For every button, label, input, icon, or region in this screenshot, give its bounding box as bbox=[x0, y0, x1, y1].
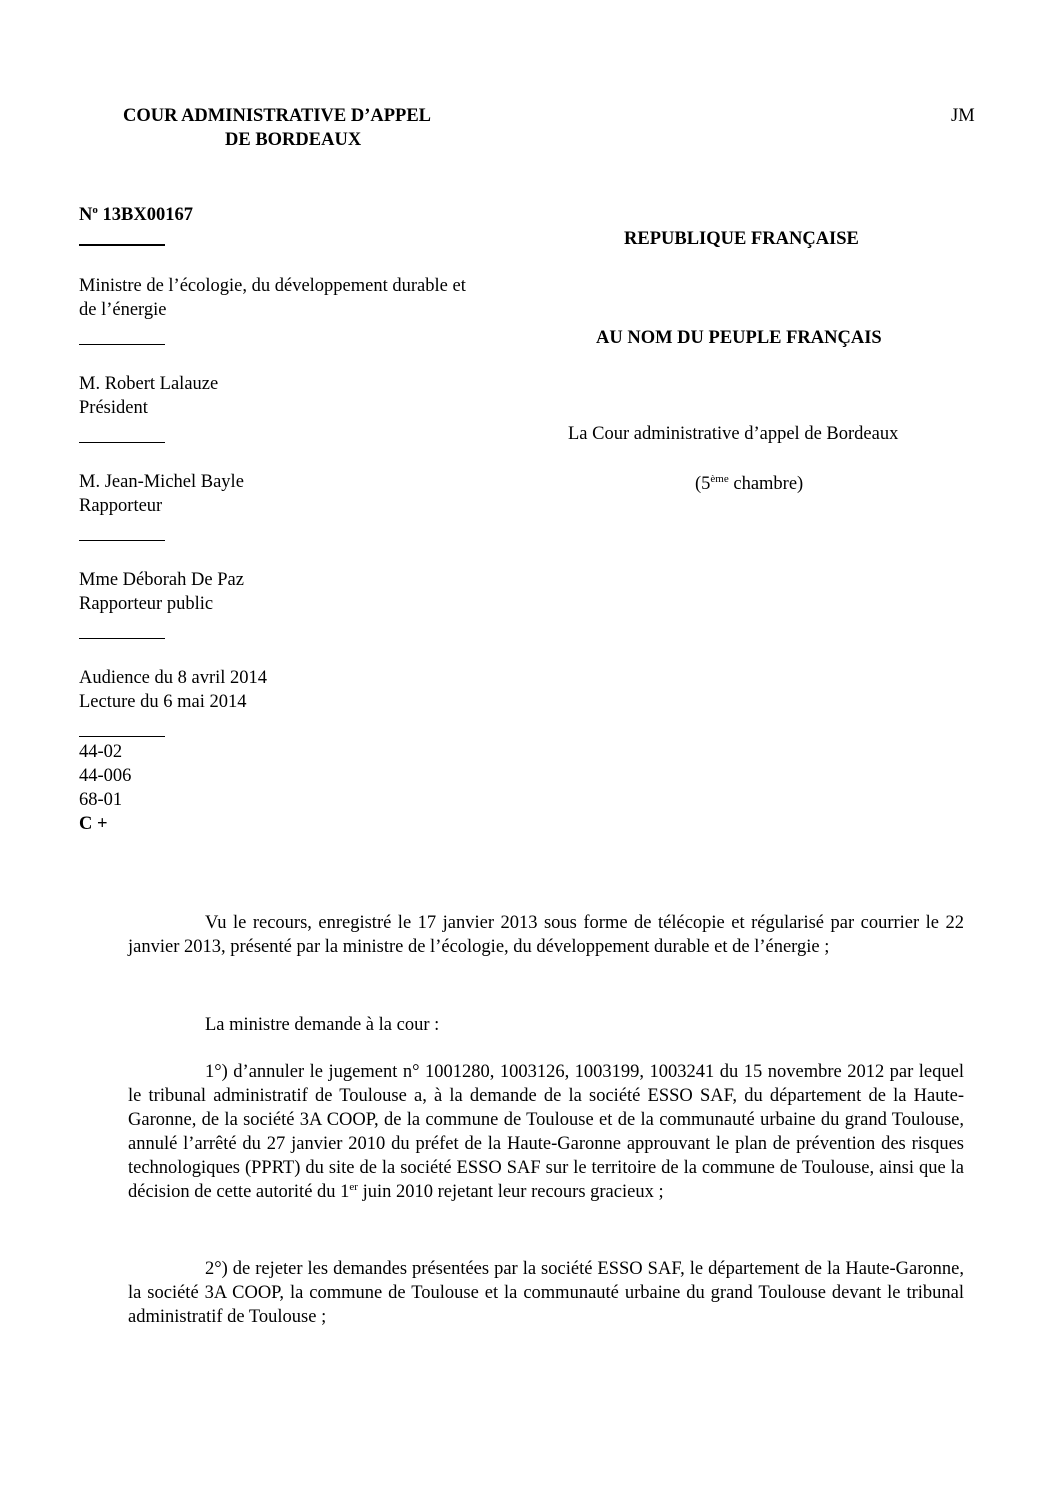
clerk-initials: JM bbox=[951, 106, 975, 126]
president-role: Président bbox=[79, 398, 148, 418]
body-paragraph: Vu le recours, enregistré le 17 janvier 2013 sous forme de télécopie et régularisé par courrier le 22 janvier 2013, présenté par la ministre de l’écologie, du développement durable et de l’énergie ; bbox=[128, 913, 964, 957]
hearing-date: Audience du 8 avril 2014 bbox=[79, 668, 268, 688]
party-minister-line1: Ministre de l’écologie, du développement durable et bbox=[79, 276, 466, 296]
divider bbox=[79, 442, 165, 443]
body-paragraph: 2°) de rejeter les demandes présentées par la société ESSO SAF, le département de la Haute-Garonne, la société 3A COOP, la commune de Toulouse et la communauté urbaine du grand Toulouse devant le tribunal administratif de Toulouse ; bbox=[128, 1259, 964, 1327]
chamber: (5ème chambre) bbox=[695, 472, 804, 494]
publication-code: C + bbox=[79, 814, 108, 834]
rapporteur-name: M. Jean-Michel Bayle bbox=[79, 472, 244, 492]
divider bbox=[79, 638, 165, 639]
body-paragraph: La ministre demande à la cour : bbox=[205, 1015, 440, 1035]
divider bbox=[79, 244, 165, 246]
divider bbox=[79, 736, 165, 737]
party-minister-line2: de l’énergie bbox=[79, 300, 167, 320]
court-name-line1: COUR ADMINISTRATIVE D’APPEL bbox=[123, 106, 432, 126]
divider bbox=[79, 540, 165, 541]
people-heading: AU NOM DU PEUPLE FRANÇAIS bbox=[596, 328, 882, 348]
president-name: M. Robert Lalauze bbox=[79, 374, 219, 394]
divider bbox=[79, 344, 165, 345]
public-rapporteur-role: Rapporteur public bbox=[79, 594, 214, 614]
reading-date: Lecture du 6 mai 2014 bbox=[79, 692, 247, 712]
body-paragraph: 1°) d’annuler le jugement n° 1001280, 1003126, 1003199, 1003241 du 15 novembre 2012 par lequel le tribunal administratif de Toulouse a, à la demande de la société ESSO SAF, du département de la Haute-Garonne, de la société 3A COOP, de la commune de Toulouse et de la communauté urbaine du grand Toulouse, annulé l’arrêté du 27 janvier 2010 du préfet de la Haute-Garonne approuvant le plan de prévention des risques technologiques (PPRT) du site de la société ESSO SAF sur le territoire de la commune de Toulouse, ainsi que la décision de cette autorité du 1er juin 2010 rejetant leur recours gracieux ; bbox=[128, 1062, 964, 1202]
public-rapporteur-name: Mme Déborah De Paz bbox=[79, 570, 244, 590]
court-formation: La Cour administrative d’appel de Bordeaux bbox=[568, 424, 899, 444]
classification-code: 68-01 bbox=[79, 790, 123, 810]
rapporteur-role: Rapporteur bbox=[79, 496, 163, 516]
classification-code: 44-02 bbox=[79, 742, 123, 762]
classification-code: 44-006 bbox=[79, 766, 132, 786]
republic-heading: REPUBLIQUE FRANÇAISE bbox=[624, 229, 859, 249]
case-number: $N^o$ 13BX00167 bbox=[79, 203, 193, 225]
court-name-line2: DE BORDEAUX bbox=[225, 130, 362, 150]
